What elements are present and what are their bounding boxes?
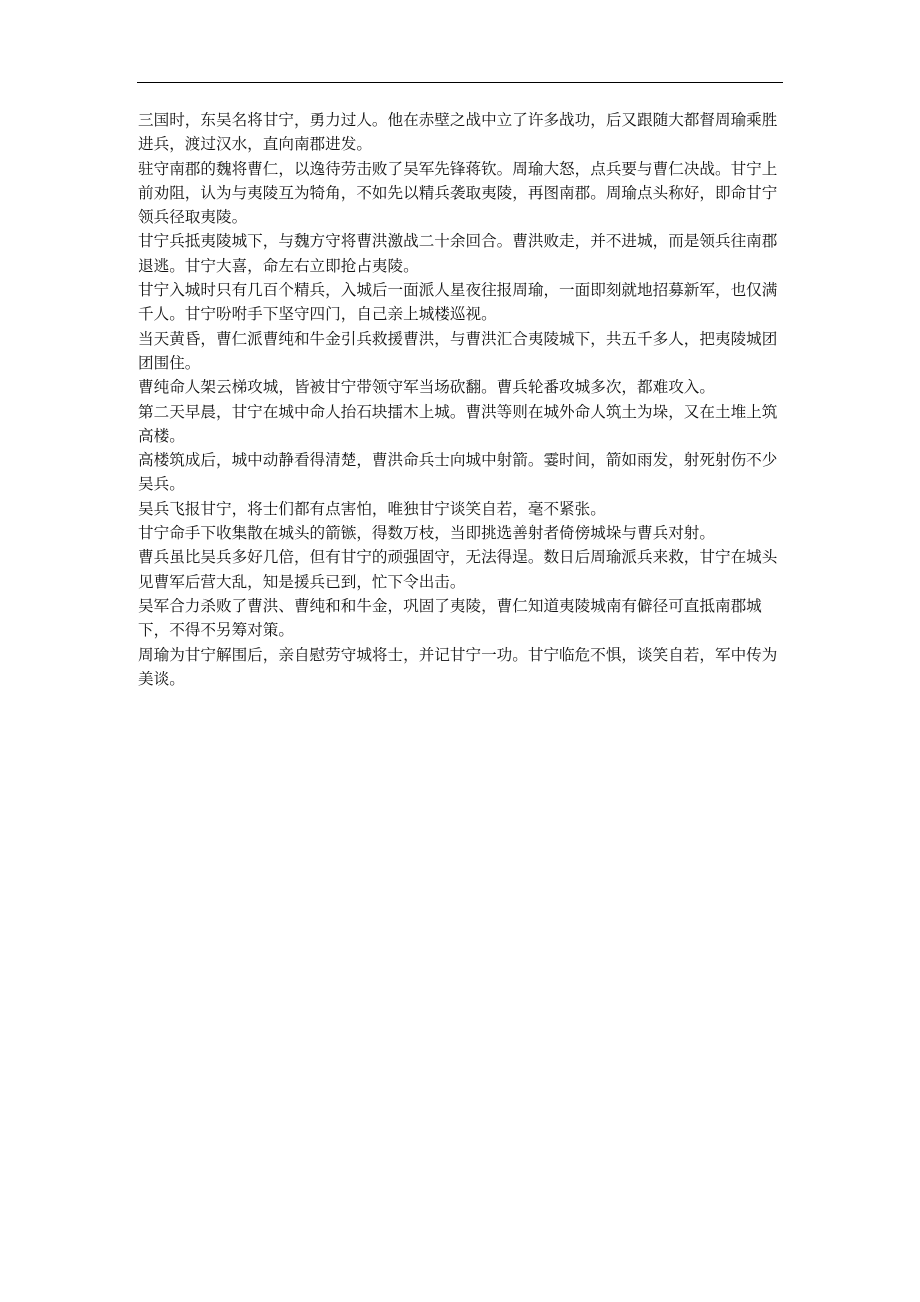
paragraph: 吴兵飞报甘宁，将士们都有点害怕，唯独甘宁谈笑自若，毫不紧张。 bbox=[138, 499, 606, 518]
paragraph: 周瑜为甘宁解围后，亲自慰劳守城将士，并记甘宁一功。甘宁临危不惧，谈笑自若，军中传为美谈。 bbox=[138, 645, 778, 688]
paragraph: 第二天早晨，甘宁在城中命人抬石块擂木上城。曹洪等则在城外命人筑土为垛，又在土堆上筑高楼。 bbox=[138, 402, 778, 445]
header-rule bbox=[137, 82, 783, 83]
paragraph: 三国时，东吴名将甘宁，勇力过人。他在赤壁之战中立了许多战功，后又跟随大都督周瑜乘胜进兵，渡过汉水，直向南郡进发。 bbox=[138, 111, 778, 154]
paragraph: 驻守南郡的魏将曹仁，以逸待劳击败了吴军先锋蒋钦。周瑜大怒，点兵要与曹仁决战。甘宁上前劝阻，认为与夷陵互为犄角，不如先以精兵袭取夷陵，再图南郡。周瑜点头称好，即命甘宁领兵径取夷陵。 bbox=[138, 159, 778, 227]
paragraph: 高楼筑成后，城中动静看得清楚，曹洪命兵士向城中射箭。霎时间，箭如雨发，射死射伤不少吴兵。 bbox=[138, 451, 778, 494]
paragraph: 甘宁兵抵夷陵城下，与魏方守将曹洪激战二十余回合。曹洪败走，并不进城，而是领兵往南郡退逃。甘宁大喜，命左右立即抢占夷陵。 bbox=[138, 232, 778, 275]
paragraph: 吴军合力杀败了曹洪、曹纯和和牛金，巩固了夷陵，曹仁知道夷陵城南有僻径可直抵南郡城下，不得不另筹对策。 bbox=[138, 596, 762, 640]
paragraph: 曹兵虽比吴兵多好几倍，但有甘宁的顽强固守，无法得逞。数日后周瑜派兵来救，甘宁在城头见曹军后营大乱，知是援兵已到，忙下令出击。 bbox=[138, 548, 778, 591]
paragraph: 当天黄昏，曹仁派曹纯和牛金引兵救援曹洪，与曹洪汇合夷陵城下，共五千多人，把夷陵城团团围住。 bbox=[138, 329, 778, 372]
article-body bbox=[138, 108, 786, 691]
paragraph: 甘宁入城时只有几百个精兵，入城后一面派人星夜往报周瑜，一面即刻就地招募新军，也仅满千人。甘宁吩咐手下坚守四门，自己亲上城楼巡视。 bbox=[138, 281, 778, 324]
paragraph: 曹纯命人架云梯攻城，皆被甘宁带领守军当场砍翻。曹兵轮番攻城多次，都难攻入。 bbox=[138, 378, 715, 397]
paragraph: 甘宁命手下收集散在城头的箭镞，得数万枝，当即挑选善射者倚傍城垛与曹兵对射。 bbox=[138, 524, 715, 543]
